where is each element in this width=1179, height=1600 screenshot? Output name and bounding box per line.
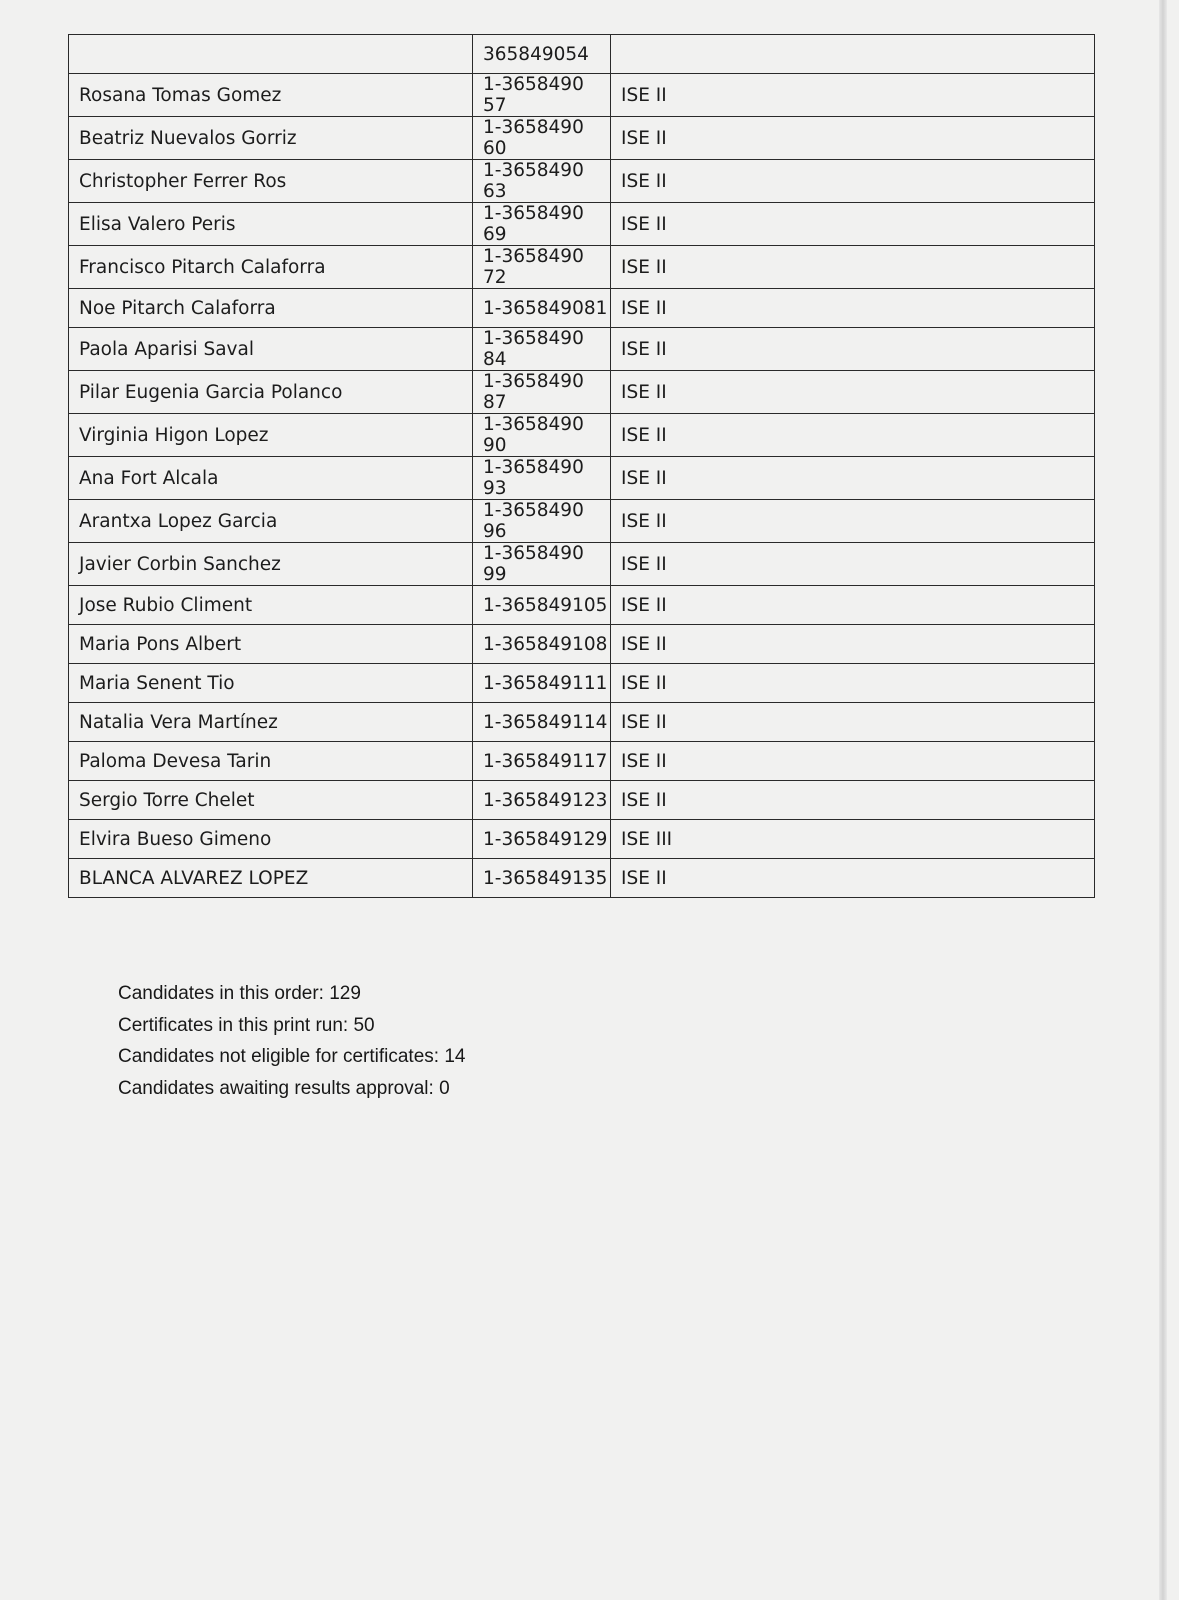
- table-row: [69, 500, 1095, 543]
- candidates-in-order: Candidates in this order: 129: [118, 983, 361, 1004]
- candidate-number: 1-365849060: [483, 117, 584, 159]
- candidate-number: 1-365849108: [473, 625, 611, 664]
- candidates-not-eligible: Candidates not eligible for certificates: 14: [118, 1046, 466, 1067]
- exam-level: ISE III: [611, 820, 1095, 859]
- candidate-number: 1-365849072: [483, 246, 584, 288]
- table-row: [69, 203, 1095, 246]
- exam-level: ISE II: [611, 859, 1095, 898]
- candidate-number: 1-365849087: [483, 371, 584, 413]
- candidate-number: 365849054: [473, 35, 611, 74]
- candidate-name: Natalia Vera Martínez: [69, 703, 473, 742]
- table-row: [69, 414, 1095, 457]
- table-row: [69, 328, 1095, 371]
- candidate-number: 1-365849057: [483, 74, 584, 116]
- candidate-name: Noe Pitarch Calaforra: [69, 289, 473, 328]
- exam-level: ISE II: [611, 328, 1095, 371]
- exam-level: ISE II: [611, 246, 1095, 289]
- table-row: [69, 160, 1095, 203]
- candidate-number: 1-365849135: [473, 859, 611, 898]
- order-summary: [118, 978, 465, 1104]
- candidate-number: 1-365849063: [483, 160, 584, 202]
- candidate-name: Sergio Torre Chelet: [69, 781, 473, 820]
- exam-level: ISE II: [611, 781, 1095, 820]
- candidate-name: Christopher Ferrer Ros: [69, 160, 473, 203]
- candidate-name: Paloma Devesa Tarin: [69, 742, 473, 781]
- candidates-awaiting-approval: Candidates awaiting results approval: 0: [118, 1077, 450, 1099]
- candidate-name: Pilar Eugenia Garcia Polanco: [69, 371, 473, 414]
- exam-level: ISE II: [611, 457, 1095, 500]
- candidate-name: BLANCA ALVAREZ LOPEZ: [69, 859, 473, 898]
- candidate-name: Francisco Pitarch Calaforra: [69, 246, 473, 289]
- candidate-name: Beatriz Nuevalos Gorriz: [69, 117, 473, 160]
- exam-level: ISE II: [611, 117, 1095, 160]
- candidate-number: 1-365849099: [483, 543, 584, 585]
- exam-level: ISE II: [611, 289, 1095, 328]
- table-row: [69, 543, 1095, 586]
- exam-level: ISE II: [611, 203, 1095, 246]
- certificates-in-print-run: Certificates in this print run: 50: [118, 1014, 375, 1036]
- candidate-name: Ana Fort Alcala: [69, 457, 473, 500]
- table-row: [69, 781, 1095, 820]
- candidate-name: Maria Pons Albert: [69, 625, 473, 664]
- exam-level: ISE II: [611, 414, 1095, 457]
- exam-level: [611, 35, 1095, 74]
- candidate-number: 1-365849114: [473, 703, 611, 742]
- candidate-number: 1-365849093: [483, 457, 584, 499]
- candidate-name: Elvira Bueso Gimeno: [69, 820, 473, 859]
- exam-level: ISE II: [611, 74, 1095, 117]
- table-row: [69, 742, 1095, 781]
- candidate-number: 1-365849096: [483, 500, 584, 542]
- candidate-number: 1-365849111: [473, 664, 611, 703]
- table-row: [69, 859, 1095, 898]
- candidate-number: 1-365849129: [473, 820, 611, 859]
- table-row: [69, 371, 1095, 414]
- exam-level: ISE II: [611, 160, 1095, 203]
- candidate-number: 1-365849123: [473, 781, 611, 820]
- candidate-name: Paola Aparisi Saval: [69, 328, 473, 371]
- table-row: [69, 703, 1095, 742]
- candidate-name: Rosana Tomas Gomez: [69, 74, 473, 117]
- table-row: [69, 74, 1095, 117]
- candidate-name: Javier Corbin Sanchez: [69, 543, 473, 586]
- candidate-name: [69, 35, 473, 74]
- exam-level: ISE II: [611, 586, 1095, 625]
- exam-level: ISE II: [611, 742, 1095, 781]
- table-row: [69, 664, 1095, 703]
- candidates-table: [68, 34, 1095, 898]
- candidate-number: 1-365849090: [483, 414, 584, 456]
- candidate-name: Virginia Higon Lopez: [69, 414, 473, 457]
- candidate-name: Jose Rubio Climent: [69, 586, 473, 625]
- candidate-number: 1-365849105: [473, 586, 611, 625]
- table-row: [69, 35, 1095, 74]
- candidate-name: Maria Senent Tio: [69, 664, 473, 703]
- candidate-number: 1-365849117: [473, 742, 611, 781]
- table-row: [69, 117, 1095, 160]
- candidate-number: 1-365849084: [483, 328, 584, 370]
- exam-level: ISE II: [611, 703, 1095, 742]
- exam-level: ISE II: [611, 664, 1095, 703]
- candidate-name: Arantxa Lopez Garcia: [69, 500, 473, 543]
- exam-level: ISE II: [611, 500, 1095, 543]
- table-row: [69, 625, 1095, 664]
- exam-level: ISE II: [611, 543, 1095, 586]
- table-row: [69, 457, 1095, 500]
- exam-level: ISE II: [611, 625, 1095, 664]
- table-row: [69, 289, 1095, 328]
- exam-level: ISE II: [611, 371, 1095, 414]
- table-row: [69, 586, 1095, 625]
- page-edge-shadow: [1159, 0, 1167, 1600]
- table-row: [69, 820, 1095, 859]
- table-row: [69, 246, 1095, 289]
- candidate-number: 1-365849081: [473, 289, 611, 328]
- candidate-number: 1-365849069: [483, 203, 584, 245]
- candidate-name: Elisa Valero Peris: [69, 203, 473, 246]
